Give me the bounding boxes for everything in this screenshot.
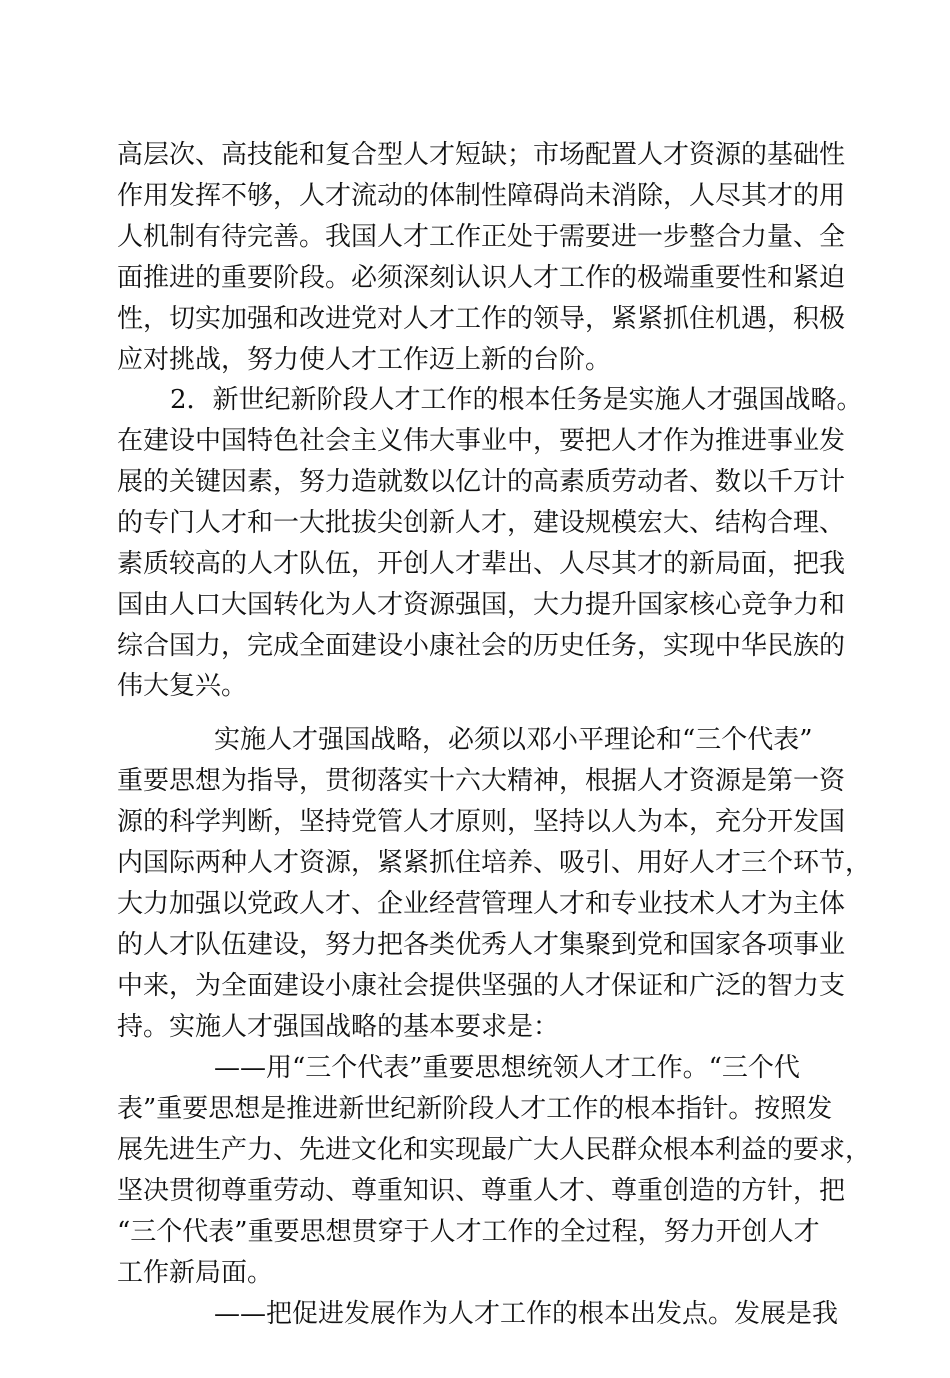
text-line: 源的科学判断，坚持党管人才原则，坚持以人为本，充分开发国 [117, 807, 846, 837]
text-line: 工作新局面。 [117, 1258, 274, 1288]
text-line: 重要思想为指导，贯彻落实十六大精神，根据人才资源是第一资 [117, 766, 846, 796]
text-line: 伟大复兴。 [117, 671, 248, 701]
text-line: 性，切实加强和改进党对人才工作的领导，紧紧抓住机遇，积极 [117, 304, 846, 334]
text-line: 持。实施人才强国战略的基本要求是： [117, 1012, 560, 1042]
text-line: 展先进生产力、先进文化和实现最广大人民群众根本利益的要求， [117, 1135, 872, 1165]
text-line: 的专门人才和一大批拔尖创新人才，建设规模宏大、结构合理、 [117, 508, 846, 538]
paragraph-first-line: ——把促进发展作为人才工作的根本出发点。发展是我 [214, 1299, 839, 1329]
text-line: 高层次、高技能和复合型人才短缺；市场配置人才资源的基础性 [117, 140, 846, 170]
paragraph-first-line: 实施人才强国战略，必须以邓小平理论和“三个代表” [214, 725, 813, 755]
paragraph-first-line: ——用“三个代表”重要思想统领人才工作。“三个代 [214, 1053, 800, 1083]
text-line: 素质较高的人才队伍，开创人才辈出、人尽其才的新局面，把我 [117, 549, 846, 579]
text-line: 大力加强以党政人才、企业经营管理人才和专业技术人才为主体 [117, 889, 846, 919]
text-line: 中来，为全面建设小康社会提供坚强的人才保证和广泛的智力支 [117, 971, 846, 1001]
text-line: 面推进的重要阶段。必须深刻认识人才工作的极端重要性和紧迫 [117, 263, 846, 293]
text-line: 坚决贯彻尊重劳动、尊重知识、尊重人才、尊重创造的方针，把 [117, 1176, 846, 1206]
text-line: 的人才队伍建设，努力把各类优秀人才集聚到党和国家各项事业 [117, 930, 846, 960]
text-line: 应对挑战，努力使人才工作迈上新的台阶。 [117, 345, 612, 375]
text-line: 在建设中国特色社会主义伟大事业中，要把人才作为推进事业发 [117, 426, 846, 456]
text-line: 综合国力，完成全面建设小康社会的历史任务，实现中华民族的 [117, 631, 846, 661]
text-line: “三个代表”重要思想贯穿于人才工作的全过程，努力开创人才 [117, 1217, 820, 1247]
text-line: 作用发挥不够，人才流动的体制性障碍尚未消除，人尽其才的用 [117, 181, 846, 211]
text-line: 展的关键因素，努力造就数以亿计的高素质劳动者、数以千万计 [117, 467, 846, 497]
text-line: 国由人口大国转化为人才资源强国，大力提升国家核心竞争力和 [117, 590, 846, 620]
text-line: 人机制有待完善。我国人才工作正处于需要进一步整合力量、全 [117, 222, 846, 252]
text-line: 表”重要思想是推进新世纪新阶段人才工作的根本指针。按照发 [117, 1094, 833, 1124]
text-line: 内国际两种人才资源，紧紧抓住培养、吸引、用好人才三个环节， [117, 848, 872, 878]
section-heading: 2．新世纪新阶段人才工作的根本任务是实施人才强国战略。 [170, 385, 863, 415]
